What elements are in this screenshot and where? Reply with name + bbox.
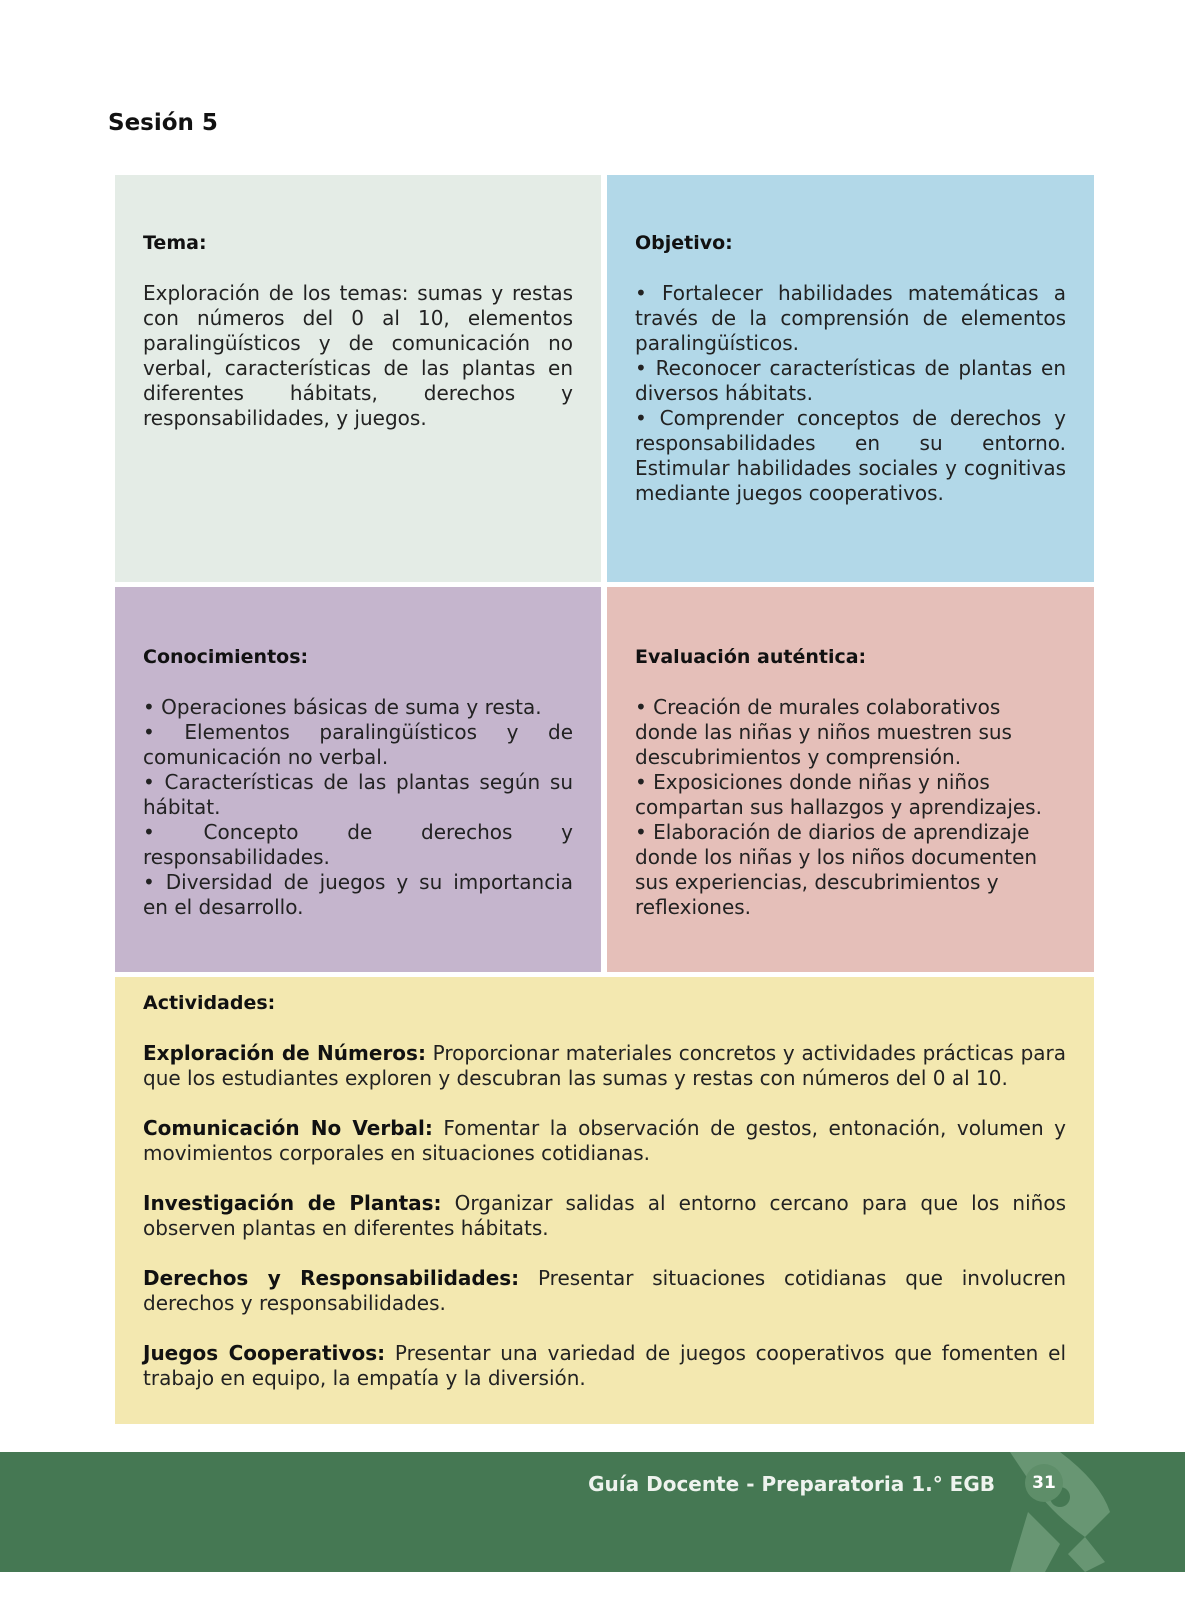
evaluacion-item: • Elaboración de diarios de aprendizaje donde los niñas y los niños documenten sus experiencias, descubrimientos y reflexiones. xyxy=(635,820,1038,919)
objetivo-item: • Fortalecer habilidades matemáticas a través de la comprensión de elementos paralingüísticos. xyxy=(635,281,1066,355)
actividad-item xyxy=(143,1041,1066,1091)
conocimientos-item: • Operaciones básicas de suma y resta. xyxy=(143,695,542,719)
objetivo-item: • Comprender conceptos de derechos y responsabilidades en su entorno. Estimular habilidades sociales y cognitivas mediante juegos cooperativos. xyxy=(635,406,1066,505)
footer-guide-title: Guía Docente - Preparatoria 1.° EGB xyxy=(588,1472,995,1496)
actividad-text: Proporcionar materiales concretos y actividades prácticas para que los estudiantes exploren y descubran las sumas y restas con números del 0 al 10. xyxy=(143,1041,1067,1090)
conocimientos-item: • Características de las plantas según su hábitat. xyxy=(143,770,573,819)
actividades-box xyxy=(115,977,1094,1424)
actividad-title: Exploración de Números: xyxy=(143,1041,426,1065)
actividad-text: Organizar salidas al entorno cercano para que los niños observen plantas en diferentes hábitats. xyxy=(143,1191,1066,1240)
actividad-text: Presentar una variedad de juegos cooperativos que fomenten el trabajo en equipo, la empatía y la diversión. xyxy=(143,1341,1066,1390)
tema-text: Exploración de los temas: sumas y restas con números del 0 al 10, elementos paralingüísticos y de comunicación no verbal, características de las plantas en diferentes hábitats, derechos y responsabilidades, y juegos. xyxy=(143,281,573,430)
evaluacion-box xyxy=(607,587,1094,972)
conocimientos-heading: Conocimientos: xyxy=(143,646,309,668)
actividades-heading: Actividades: xyxy=(143,992,276,1014)
actividad-item xyxy=(143,1341,1066,1391)
evaluacion-heading: Evaluación auténtica: xyxy=(635,646,867,668)
actividad-title: Comunicación No Verbal: xyxy=(143,1116,433,1140)
actividad-title: Investigación de Plantas: xyxy=(143,1191,442,1215)
actividad-item xyxy=(143,1266,1066,1316)
evaluacion-item: • Exposiciones donde niñas y niños compartan sus hallazgos y aprendizajes. xyxy=(635,770,1042,819)
actividad-text: Presentar situaciones cotidianas que involucren derechos y responsabilidades. xyxy=(143,1266,1066,1315)
conocimientos-item: • Elementos paralingüísticos y de comunicación no verbal. xyxy=(143,720,573,769)
objetivo-item: • Reconocer características de plantas en diversos hábitats. xyxy=(635,356,1066,405)
page-number: 31 xyxy=(1025,1464,1063,1502)
session-title: Sesión 5 xyxy=(108,110,218,136)
conocimientos-item: • Concepto de derechos y responsabilidades. xyxy=(143,820,573,869)
actividad-item xyxy=(143,1191,1066,1241)
actividad-item xyxy=(143,1116,1066,1166)
footer-bar xyxy=(0,1452,1185,1572)
conocimientos-item: • Diversidad de juegos y su importancia en el desarrollo. xyxy=(143,870,573,919)
rocket-icon xyxy=(990,1452,1140,1572)
tema-heading: Tema: xyxy=(143,232,207,254)
objetivo-heading: Objetivo: xyxy=(635,232,733,254)
actividad-text: Fomentar la observación de gestos, entonación, volumen y movimientos corporales en situaciones cotidianas. xyxy=(143,1116,1066,1165)
actividad-title: Juegos Cooperativos: xyxy=(143,1341,386,1365)
objetivo-box xyxy=(607,175,1094,582)
actividad-title: Derechos y Responsabilidades: xyxy=(143,1266,520,1290)
evaluacion-item: • Creación de murales colaborativos donde las niñas y niños muestren sus descubrimientos y comprensión. xyxy=(635,695,1012,769)
tema-box xyxy=(115,175,601,582)
conocimientos-box xyxy=(115,587,601,972)
